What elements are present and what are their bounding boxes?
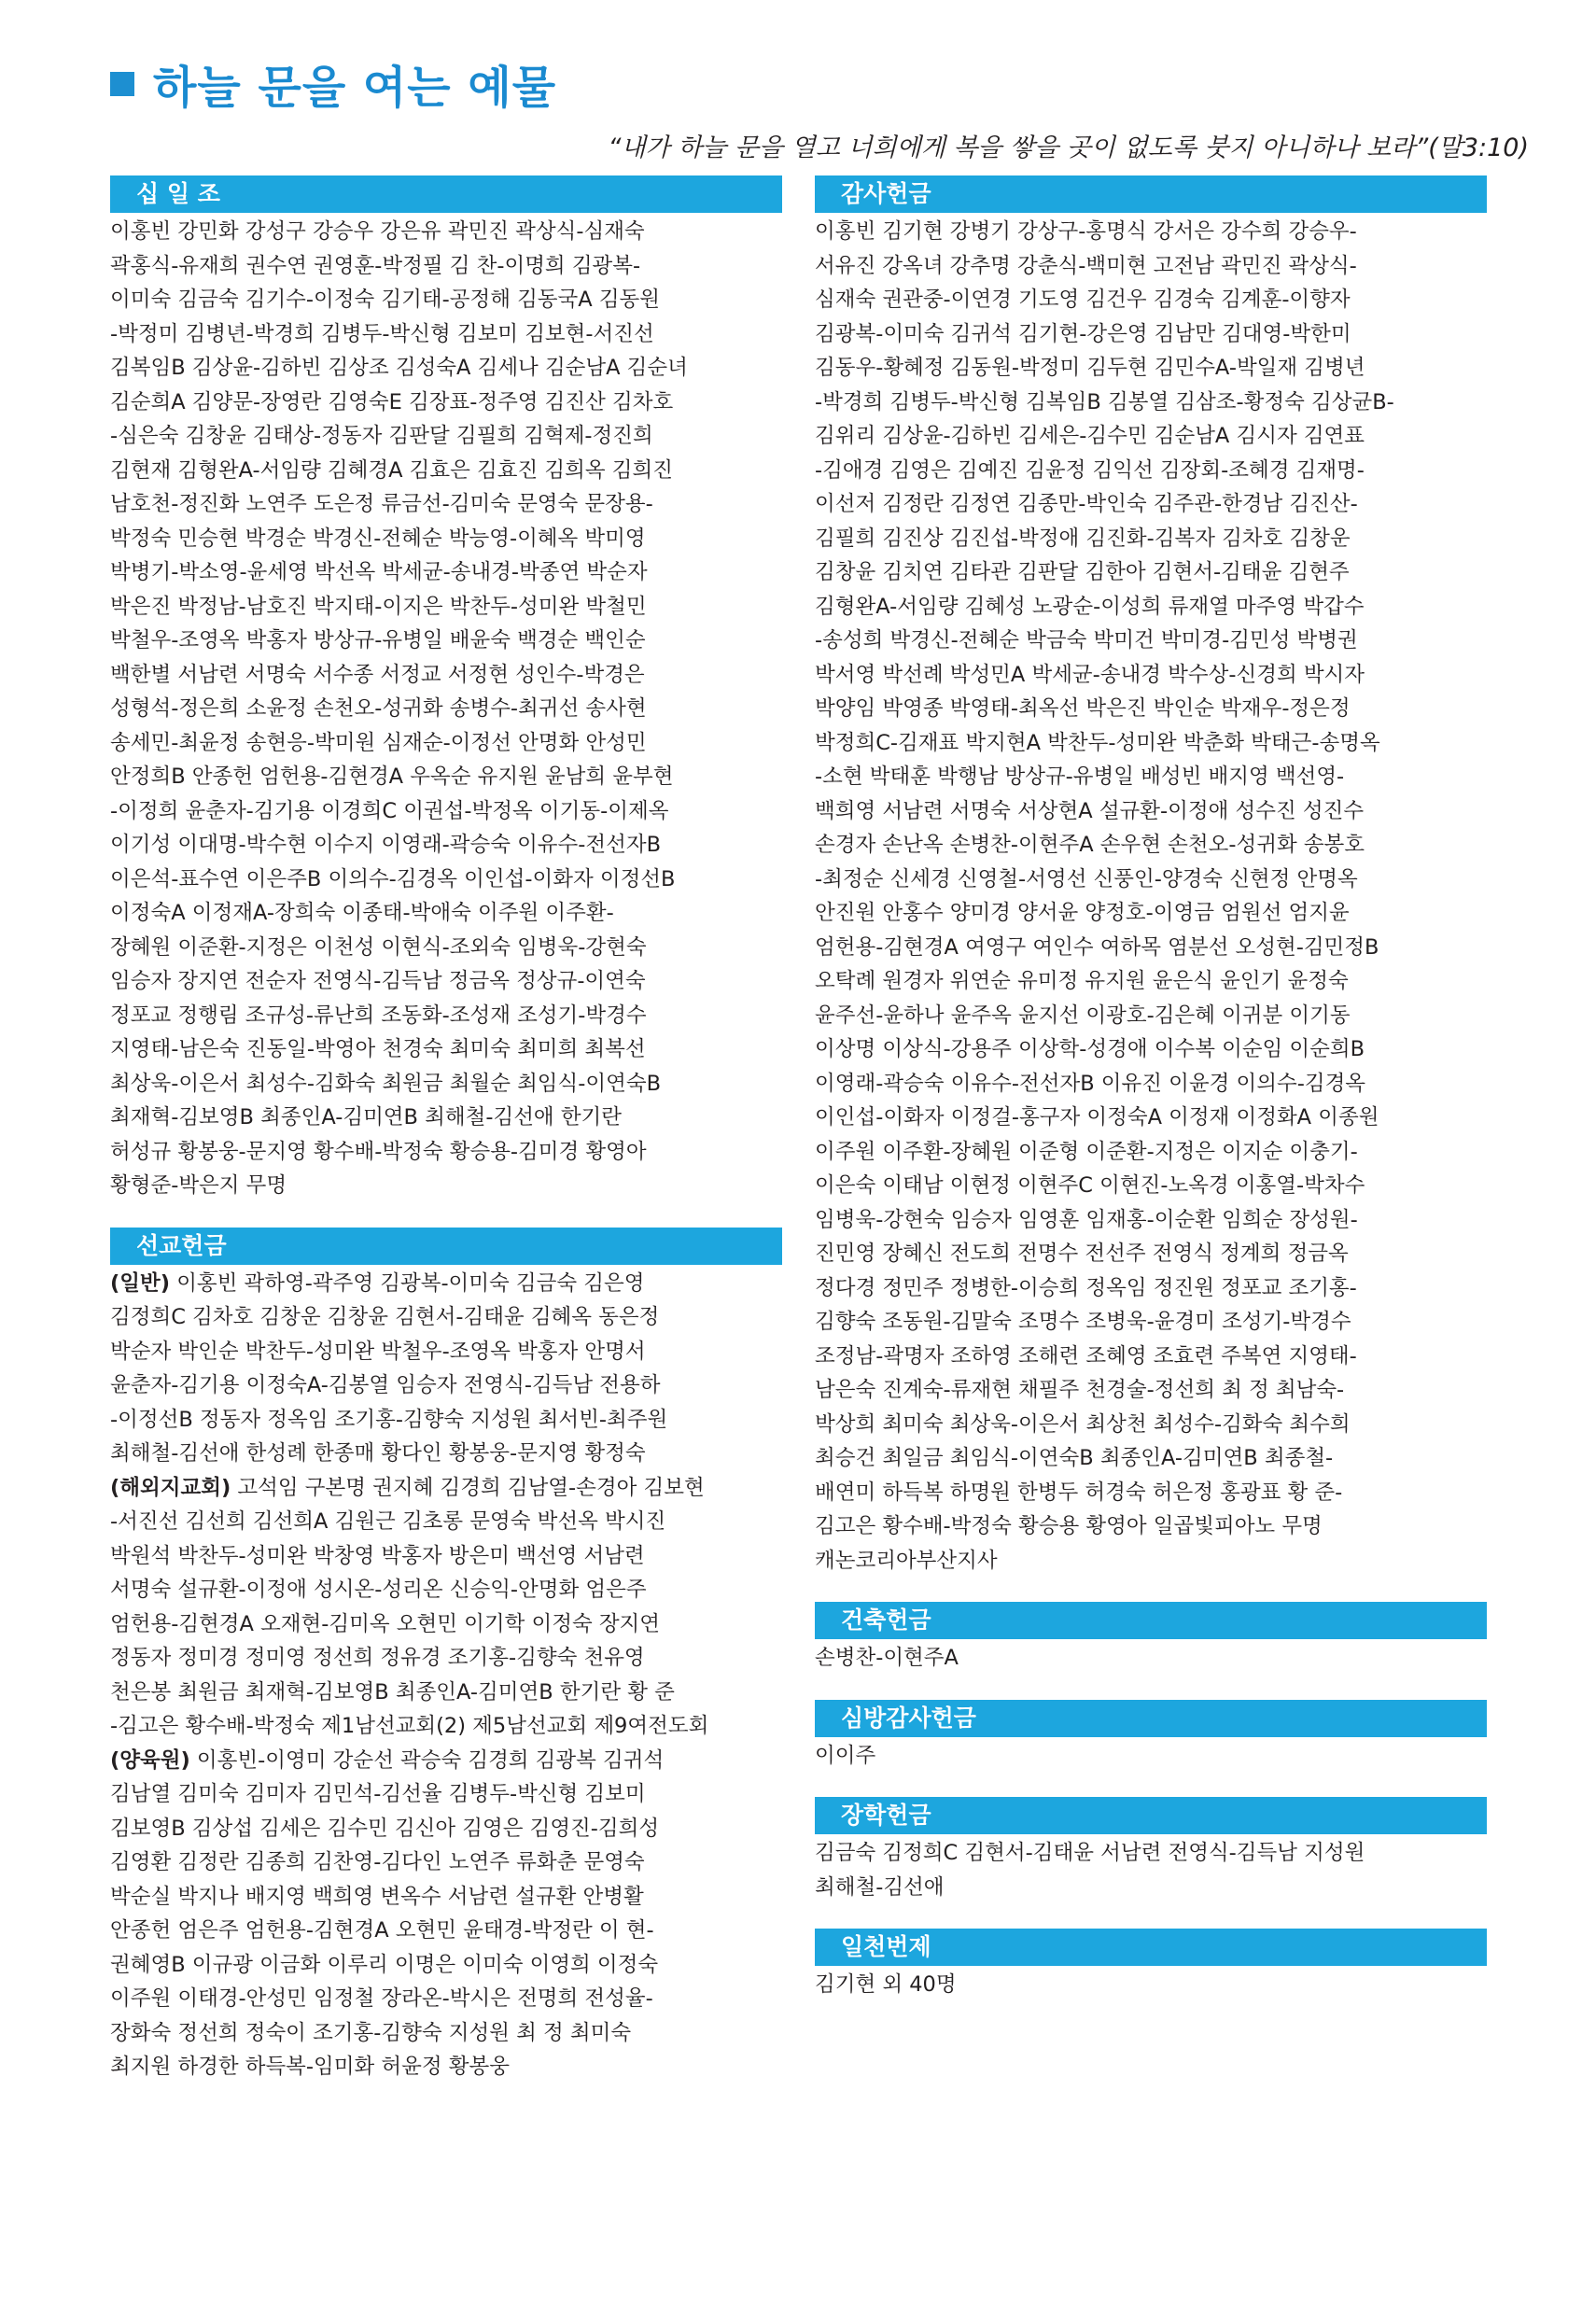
mission-overseas-names: 고석임 구본명 권지혜 김경희 김남열-손경아 김보현 -서진선 김선희 김선희A 김원근 김초롱 문영숙 박선옥 박시진 박원석 박찬두-성미완 박창영 박홍자 방은미 백선영 서남련 서명숙 설규환-이정애 성시온-성리온 신승익-안명화 엄은주 엄헌용-김현경A 오재현-김미옥 오현민 이기학 이정숙 장지연 정동자 정미경 정미영 정선희 정유경 조기홍-김향숙 천유영 천은봉 최원금 최재혁-김보영B 최종인A-김미연B 한기란 황 준 -김고은 황수배-박정숙 제1남선교회(2) 제5남선교회 제9여전도회 bbox=[110, 1475, 709, 1738]
left-column bbox=[110, 175, 782, 2109]
visit-names: 이이주 bbox=[815, 1743, 876, 1768]
section-heading-thousandth: 일천번제 bbox=[815, 1929, 1487, 1966]
section-tithe bbox=[110, 175, 782, 1203]
section-scholarship bbox=[815, 1797, 1487, 1904]
thousandth-names: 김기현 외 40명 bbox=[815, 1972, 957, 1997]
page-header bbox=[110, 51, 1529, 163]
right-column bbox=[815, 175, 1487, 2027]
section-heading-mission: 선교헌금 bbox=[110, 1228, 782, 1265]
bible-verse: “내가 하늘 문을 열고 너희에게 복을 쌓을 곳이 없도록 붓지 아니하나 보라”(말3:10) bbox=[608, 133, 1529, 162]
building-names: 손병찬-이현주A bbox=[815, 1646, 959, 1670]
section-mission bbox=[110, 1228, 782, 2084]
scholarship-names: 김금숙 김정희C 김현서-김태윤 서남련 전영식-김득남 지성원 최해철-김선애 bbox=[815, 1841, 1365, 1900]
title-row bbox=[110, 51, 1529, 116]
thanks-names: 이홍빈 김기현 강병기 강상구-홍명식 강서은 강수희 강승우- 서유진 강옥녀 강추명 강춘식-백미현 고전남 곽민진 곽상식- 심재숙 권관중-이연경 기도영 김건우 김경숙 김계훈-이향자 김광복-이미숙 김귀석 김기현-강은영 김남만 김대영-박한미 김동우-황혜정 김동원-박정미 김두현 김민수A-박일재 김병년 -박경희 김병두-박신형 김복임B 김봉열 김삼조-황정숙 김상균B- 김위리 김상윤-김하빈 김세은-김수민 김순남A 김시자 김연표 -김애경 김영은 김예진 김윤정 김익선 김장회-조혜경 김재명- 이선저 김정란 김정연 김종만-박인숙 김주관-한경남 김진산- 김필희 김진상 김진섭-박정애 김진화-김복자 김차호 김창운 김창윤 김치연 김타관 김판달 김한아 김현서-김태윤 김현주 김형완A-서임량 김혜성 노광순-이성희 류재열 마주영 박갑수 -송성희 박경신-전혜순 박금숙 박미건 박미경-김민성 박병권 박서영 박선례 박성민A 박세균-송내경 박수상-신경희 박시자 박양임 박영종 박영태-최옥선 박은진 박인순 박재우-정은정 박정희C-김재표 박지현A 박찬두-성미완 박춘화 박태근-송명옥 -소현 박태훈 박행남 방상규-유병일 배성빈 배지영 백선영- 백희영 서남련 서명숙 서상현A 설규환-이정애 성수진 성진수 손경자 손난옥 손병찬-이현주A 손우현 손천오-성귀화 송봉호 -최정순 신세경 신영철-서영선 신풍인-양경숙 신현정 안명옥 안진원 안홍수 양미경 양서윤 양정호-이영금 엄원선 엄지윤 엄헌용-김현경A 여영구 여인수 여하목 염분선 오성현-김민정B 오탁례 원경자 위연순 유미정 유지원 윤은식 윤인기 윤정숙 윤주선-윤하나 윤주옥 윤지선 이광호-김은혜 이귀분 이기동 이상명 이상식-강용주 이상학-성경애 이수복 이순임 이순희B 이영래-곽승숙 이유수-전선자B 이유진 이윤경 이의수-김경옥 이인섭-이화자 이정걸-홍구자 이정숙A 이정재 이정화A 이종원 이주원 이주환-장혜원 이준형 이준환-지정은 이지순 이충기- 이은숙 이태남 이현정 이현주C 이현진-노옥경 이홍열-박차수 임병욱-강현숙 임승자 임영훈 임재홍-이순환 임희순 장성원- 진민영 장혜신 전도희 전명수 전선주 전영식 정계희 정금옥 정다경 정민주 정병한-이승희 정옥임 정진원 정포교 조기홍- 김향숙 조동원-김말숙 조명수 조병욱-윤경미 조성기-박경수 조정남-곽명자 조하영 조해련 조혜영 조효련 주복연 지영태- 남은숙 진계숙-류재현 채필주 천경술-정선희 최 정 최남숙- 박상희 최미숙 최상욱-이은서 최상천 최성수-김화숙 최수희 최승건 최일금 최임식-이연숙B 최종인A-김미연B 최종철- 배연미 하득복 하명원 한병두 허경숙 허은정 홍광표 황 준- 김고은 황수배-박정숙 황승용 황영아 일곱빛피아노 무명 캐논코리아부산지사 bbox=[815, 219, 1394, 1573]
mission-label-orphanage: (양육원) bbox=[110, 1747, 190, 1773]
section-heading-thanks: 감사헌금 bbox=[815, 175, 1487, 213]
section-heading-building: 건축헌금 bbox=[815, 1602, 1487, 1639]
mission-orphanage-names: 이홍빈-이영미 강순선 곽승숙 김경희 김광복 김귀석 김남열 김미숙 김미자 김민석-김선율 김병두-박신형 김보미 김보영B 김상섭 김세은 김수민 김신아 김영은 김영진-김희성 김영환 김정란 김종희 김찬영-김다인 노연주 류화춘 문영숙 박순실 박지나 배지영 백희영 변옥수 서남련 설규환 안병활 안종헌 엄은주 엄헌용-김현경A 오현민 윤태경-박정란 이 현- 권혜영B 이규광 이금화 이루리 이명은 이미숙 이영희 이정숙 이주원 이태경-안성민 임정철 장라온-박시은 전명희 전성율- 장화숙 정선희 정숙이 조기홍-김향숙 지성원 최 정 최미숙 최지원 하경한 하득복-임미화 허윤정 황봉웅 bbox=[110, 1747, 665, 2079]
title-square-icon bbox=[110, 72, 134, 96]
page-title: 하늘 문을 여는 예물 bbox=[153, 62, 557, 114]
tithe-names: 이홍빈 강민화 강성구 강승우 강은유 곽민진 곽상식-심재숙 곽홍식-유재희 권수연 권영훈-박정필 김 찬-이명희 김광복- 이미숙 김금숙 김기수-이정숙 김기태-공정해 김동국A 김동원 -박정미 김병년-박경희 김병두-박신형 김보미 김보현-서진선 김복임B 김상윤-김하빈 김상조 김성숙A 김세나 김순남A 김순녀 김순희A 김양문-장영란 김영숙E 김장표-정주영 김진산 김차호 -심은숙 김창윤 김태상-정동자 김판달 김필희 김혁제-정진희 김현재 김형완A-서임량 김혜경A 김효은 김효진 김희옥 김희진 남호천-정진화 노연주 도은정 류금선-김미숙 문영숙 문장용- 박정숙 민승현 박경순 박경신-전혜순 박능영-이혜옥 박미영 박병기-박소영-윤세영 박선옥 박세균-송내경-박종연 박순자 박은진 박정남-남호진 박지태-이지은 박찬두-성미완 박철민 박철우-조영옥 박홍자 방상규-유병일 배윤숙 백경순 백인순 백한별 서남련 서명숙 서수종 서정교 서정현 성인수-박경은 성형석-정은희 소윤정 손천오-성귀화 송병수-최귀선 송사현 송세민-최윤정 송현응-박미원 심재순-이정선 안명화 안성민 안정희B 안종헌 엄헌용-김현경A 우옥순 유지원 윤남희 윤부현 -이정희 윤춘자-김기용 이경희C 이권섭-박정옥 이기동-이제옥 이기성 이대명-박수현 이수지 이영래-곽승숙 이유수-전선자B 이은석-표수연 이은주B 이의수-김경옥 이인섭-이화자 이정선B 이정숙A 이정재A-장희숙 이종태-박애숙 이주원 이주환- 장혜원 이준환-지정은 이천성 이현식-조외숙 임병욱-강현숙 임승자 장지연 전순자 전영식-김득남 정금옥 정상규-이연숙 정포교 정행림 조규성-류난희 조동화-조성재 조성기-박경수 지영태-남은숙 진동일-박영아 천경숙 최미숙 최미희 최복선 최상욱-이은서 최성수-김화숙 최원금 최월순 최임식-이연숙B 최재혁-김보영B 최종인A-김미연B 최해철-김선애 한기란 허성규 황봉웅-문지영 황수배-박정숙 황승용-김미경 황영아 황형준-박은지 무명 bbox=[110, 219, 688, 1198]
mission-general-names: 이홍빈 곽하영-곽주영 김광복-이미숙 김금숙 김은영 김정희C 김차호 김창운 김창윤 김현서-김태윤 김혜옥 동은정 박순자 박인순 박찬두-성미완 박철우-조영옥 박홍자 안명서 윤춘자-김기용 이정숙A-김봉열 임승자 전영식-김득남 전용하 -이정선B 정동자 정옥임 조기홍-김향숙 지성원 최서빈-최주원 최해철-김선애 한성례 한종매 황다인 황봉웅-문지영 황정숙 bbox=[110, 1270, 668, 1466]
section-heading-tithe: 십 일 조 bbox=[110, 175, 782, 213]
section-heading-scholarship: 장학헌금 bbox=[815, 1797, 1487, 1834]
section-thousandth bbox=[815, 1929, 1487, 2002]
mission-names bbox=[110, 1267, 782, 2084]
mission-label-general: (일반) bbox=[110, 1270, 171, 1296]
section-thanks bbox=[815, 175, 1487, 1578]
section-building bbox=[815, 1602, 1487, 1676]
section-visit bbox=[815, 1700, 1487, 1774]
section-heading-visit: 심방감사헌금 bbox=[815, 1700, 1487, 1737]
mission-label-overseas: (해외지교회) bbox=[110, 1475, 231, 1500]
